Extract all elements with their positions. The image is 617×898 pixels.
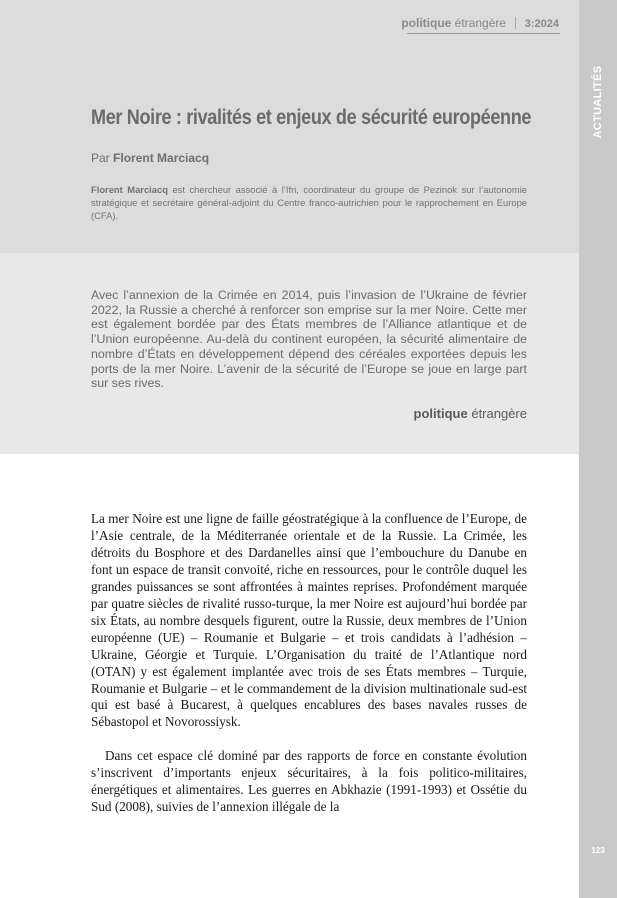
header-separator (515, 17, 516, 29)
abstract-brand (414, 406, 527, 421)
abstract-brand-bold: politique (413, 406, 468, 421)
bio-author-name: Florent Marciacq (91, 184, 168, 195)
bio-text: est chercheur associé à l’Ifri, coordinateur du groupe de Pezinok sur l’autonomie stratégique et secrétaire général-adjoint du Centre franco-autrichien pour le rapprochement en Europe (CFA). (91, 184, 527, 221)
section-label: ACTUALITÉS (592, 65, 604, 139)
article-title: Mer Noire : rivalités et enjeux de sécurité européenne (91, 106, 532, 129)
abstract: Avec l’annexion de la Crimée en 2014, puis l’invasion de l’Ukraine de février 2022, la Russie a cherché à renforcer son emprise sur la mer Noire. Cette mer est également bordée par des États membres de l’Alliance atlantique et de l’Union européenne. Au-delà du continent européen, la sécurité alimentaire de nombre d’États en développement dépend des céréales exportées depuis les ports de la mer Noire. L’avenir de la sécurité de l’Europe se joue en large part sur ses rives. (91, 288, 527, 391)
author-name: Florent Marciacq (113, 151, 210, 165)
author-bio (91, 183, 527, 222)
header-rule (407, 33, 560, 34)
issue-number: 3:2024 (524, 18, 559, 30)
body-paragraph-1: La mer Noire est une ligne de faille géostratégique à la confluence de l’Europe, de l’Asie centrale, de la Méditerranée orientale et de la Russie. La Crimée, les détroits du Bosphore et des Dardanelles ainsi que l’embouchure du Danube en font un espace de transit convoité, riche en ressources, pour le contrôle duquel les grandes puissances se sont affrontées à maintes reprises. Profondément marquée par quatre siècles de rivalité russo-turque, la mer Noire est aujourd’hui bordée par six États, au nombre desquels figurent, outre la Russie, deux membres de l’Union européenne (UE) – Roumanie et Bulgarie – et trois candidats à l’adhésion – Ukraine, Géorgie et Turquie. L’Organisation du traité de l’Atlantique nord (OTAN) y est également implantée avec trois de ses États membres – Turquie, Roumanie et Bulgarie – et le commandement de la division multinationale sud-est qui est basé à Bucarest, à quelques encablures des bases navales russes de Sébastopol et Novorossiysk. (91, 511, 527, 730)
abstract-brand-light: étrangère (471, 406, 527, 421)
article-body (91, 511, 527, 816)
byline (91, 151, 209, 165)
journal-name-bold: politique (401, 16, 452, 30)
byline-prefix: Par (91, 151, 110, 165)
page-number: 123 (591, 846, 605, 855)
journal-name-light: étrangère (454, 16, 507, 30)
body-paragraph-2: Dans cet espace clé dominé par des rapports de force en constante évolution s’inscrivent d’importants enjeux sécuritaires, à la fois politico-militaires, énergétiques et alimentaires. Les guerres en Abkhazie (1991-1993) et Ossétie du Sud (2008), suivies de l’annexion illégale de la (91, 748, 527, 815)
journal-header (401, 16, 559, 30)
